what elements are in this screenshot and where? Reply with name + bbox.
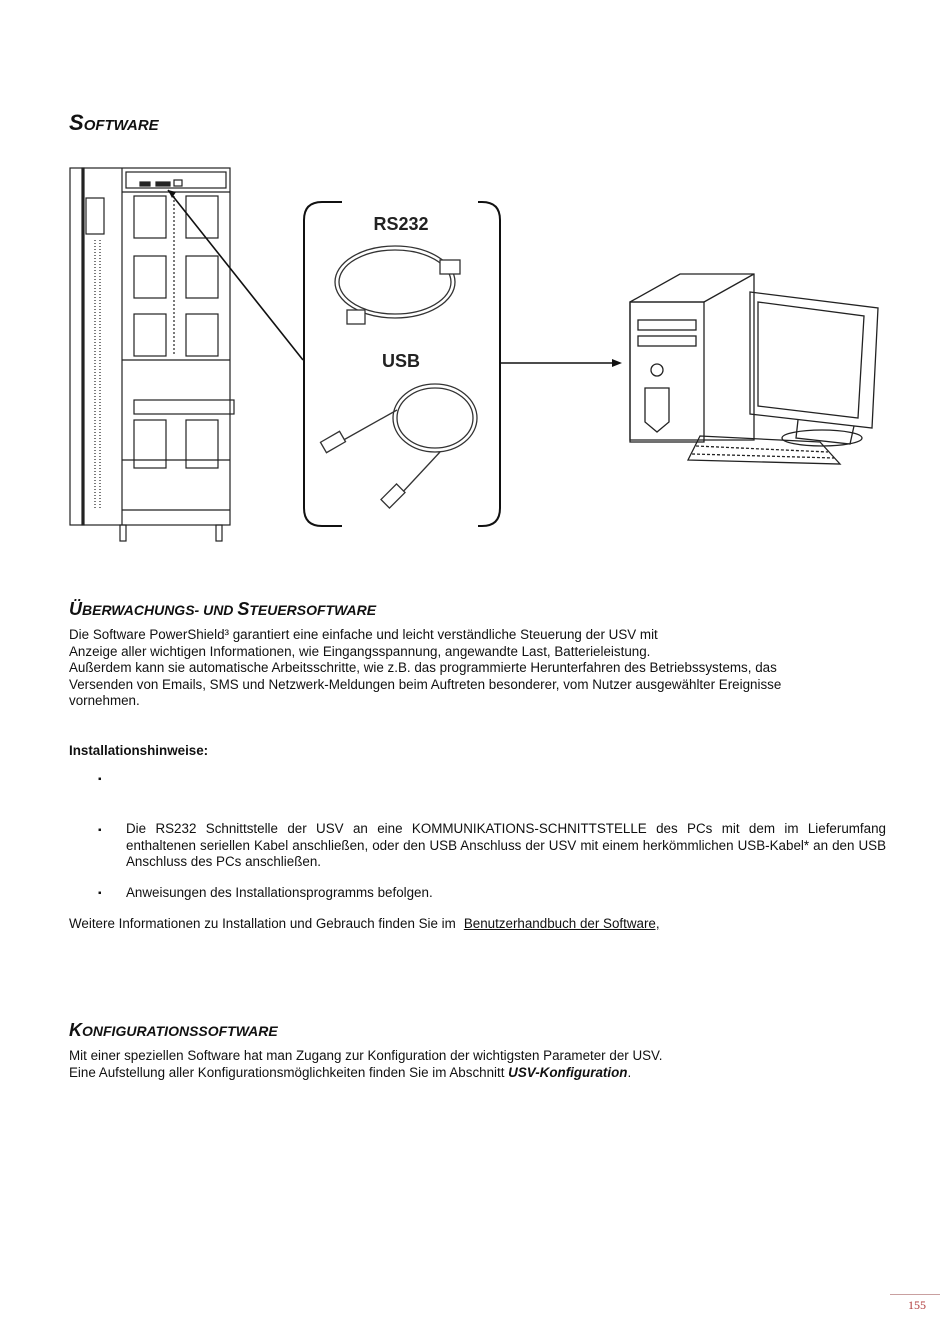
text-span: . <box>627 1064 632 1080</box>
connection-diagram <box>60 160 890 555</box>
connection-line <box>168 190 303 360</box>
ups-cabinet-illustration <box>70 168 234 541</box>
page-number: 155 <box>908 1298 926 1312</box>
text-line: Die Software PowerShield³ garantiert eine einfache und leicht verständliche Steuerung der USV mit <box>69 627 658 642</box>
section-title-monitoring: ÜBERWACHUNGS- UND STEUERSOFTWARE <box>69 599 377 619</box>
text-line: Mit einer speziellen Software hat man Zugang zur Konfiguration der wichtigsten Parameter der USV. <box>69 1048 663 1063</box>
text-span: Eine Aufstellung aller Konfigurationsmöglichkeiten finden Sie im Abschnitt <box>69 1064 509 1080</box>
text-line: Versenden von Emails, SMS und Netzwerk-Meldungen beim Auftreten besonderer, vom Nutzer ausgewählter Ereignisse <box>69 676 782 692</box>
bracket-left <box>304 202 342 526</box>
software-manual-link[interactable]: Benutzerhandbuch der Software, <box>463 916 660 931</box>
usb-cable-icon <box>320 384 477 508</box>
text-line: vornehmen. <box>69 693 140 709</box>
label-usb: USB <box>381 351 421 371</box>
section-title-configuration: KONFIGURATIONSSOFTWARE <box>69 1020 278 1040</box>
label-rs232: RS232 <box>373 214 429 234</box>
arrow-right-icon <box>612 359 622 367</box>
monitoring-description <box>69 627 889 710</box>
bullet-text: Anweisungen des Installationsprogramms befolgen. <box>126 885 433 900</box>
text-line: Außerdem kann sie automatische Arbeitsschritte, wie z.B. das programmierte Herunterfahren des Betriebssystems, das <box>69 660 777 676</box>
bullet-icon: ▪ <box>98 774 102 785</box>
installation-heading: Installationshinweise: <box>69 743 209 758</box>
footer-divider <box>890 1294 940 1295</box>
more-info-label: Weitere Informationen zu Installation und Gebrauch finden Sie im <box>69 916 456 931</box>
computer-illustration <box>630 274 878 464</box>
config-reference: USV-Konfiguration <box>508 1064 628 1080</box>
bullet-icon: ▪ <box>98 888 102 899</box>
text-line <box>69 1065 889 1082</box>
bullet-text: Die RS232 Schnittstelle der USV an eine KOMMUNIKATIONS-SCHNITTSTELLE des PCs mit dem im Lieferumfang enthaltenen seriellen Kabel anschließen, oder den USB Anschluss der USV mit einem herkömmlichen USB-Kabel* an den USB Anschluss des PCs anschließen. <box>126 821 886 870</box>
more-info-text <box>69 916 660 931</box>
rs232-cable-icon <box>335 246 460 324</box>
configuration-description <box>69 1048 889 1081</box>
text-line: Anzeige aller wichtigen Informationen, wie Eingangsspannung, angewandte Last, Batterieleistung. <box>69 643 651 659</box>
bullet-icon: ▪ <box>98 825 102 836</box>
bracket-right <box>478 202 500 526</box>
arrow-head-icon <box>168 190 176 198</box>
section-title-software: SOFTWARE <box>69 110 159 135</box>
